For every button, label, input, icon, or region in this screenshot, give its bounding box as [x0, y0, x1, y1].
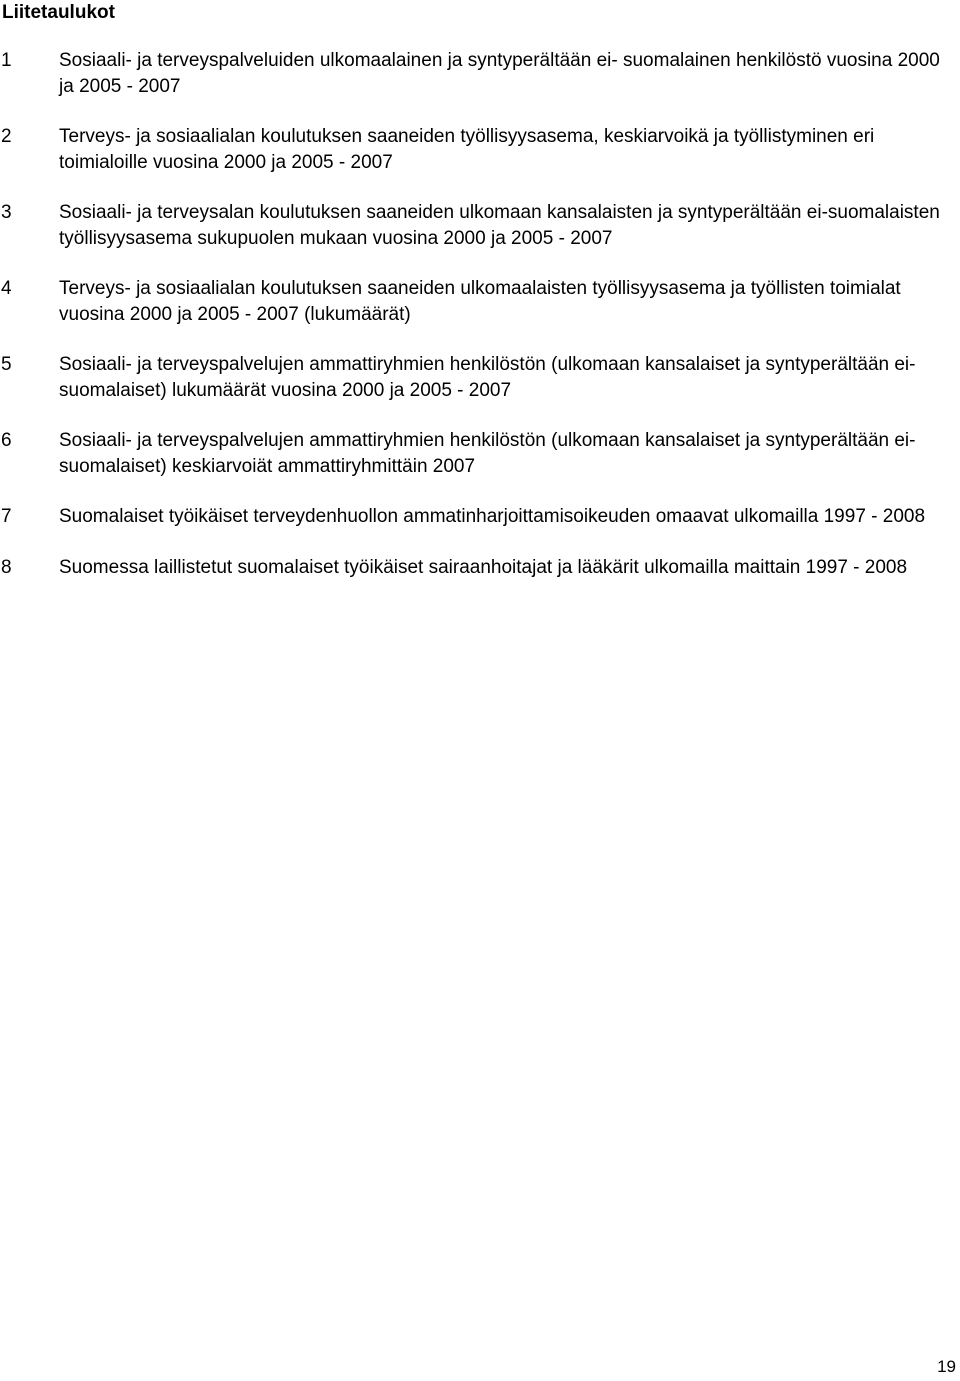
- item-text: Sosiaali- ja terveysalan koulutuksen saaneiden ulkomaan kansalaisten ja syntyperältään ei-suomalaisten työllisyysasema sukupuolen mukaan vuosina 2000 ja 2005 - 2007: [59, 202, 940, 249]
- list-item: [0, 428, 958, 479]
- item-text: Sosiaali- ja terveyspalvelujen ammattiryhmien henkilöstön (ulkomaan kansalaiset ja syntyperältään ei-suomalaiset) keskiarvoiät ammattiryhmittäin 2007: [59, 430, 916, 477]
- list-item: [0, 200, 958, 251]
- item-text: Terveys- ja sosiaalialan koulutuksen saaneiden ulkomaalaisten työllisyysasema ja työllisten toimialat vuosina 2000 ja 2005 - 2007 (lukumäärät): [59, 278, 901, 325]
- list-item: [0, 555, 958, 581]
- item-text: Suomalaiset työikäiset terveydenhuollon ammatinharjoittamisoikeuden omaavat ulkomailla 1997 - 2008: [59, 506, 926, 527]
- item-text: Suomessa laillistetut suomalaiset työikäiset sairaanhoitajat ja lääkärit ulkomailla maittain 1997 - 2008: [59, 556, 908, 578]
- item-number: 6: [1, 430, 12, 451]
- item-number: 7: [1, 506, 12, 527]
- list-item: [0, 276, 958, 327]
- list-item: [0, 48, 958, 99]
- appendix-table-list: [0, 48, 958, 605]
- item-text: Sosiaali- ja terveyspalveluiden ulkomaalainen ja syntyperältään ei- suomalainen henkilöstö vuosina 2000 ja 2005 - 2007: [59, 50, 940, 97]
- item-number: 4: [1, 278, 12, 299]
- list-item: [0, 352, 958, 403]
- item-number: 8: [1, 556, 12, 578]
- item-text: Terveys- ja sosiaalialan koulutuksen saaneiden työllisyysasema, keskiarvoikä ja työllistyminen eri toimialoille vuosina 2000 ja 2005 - 2007: [59, 126, 875, 173]
- item-number: 3: [1, 202, 12, 223]
- item-number: 2: [1, 126, 12, 147]
- list-item: [0, 504, 958, 530]
- item-number: 5: [1, 354, 12, 375]
- list-item: [0, 124, 958, 175]
- page-title: Liitetaulukot: [2, 2, 115, 23]
- item-text: Sosiaali- ja terveyspalvelujen ammattiryhmien henkilöstön (ulkomaan kansalaiset ja syntyperältään ei-suomalaiset) lukumäärät vuosina 2000 ja 2005 - 2007: [59, 354, 916, 401]
- item-number: 1: [1, 50, 12, 71]
- page-number: 19: [937, 1357, 956, 1376]
